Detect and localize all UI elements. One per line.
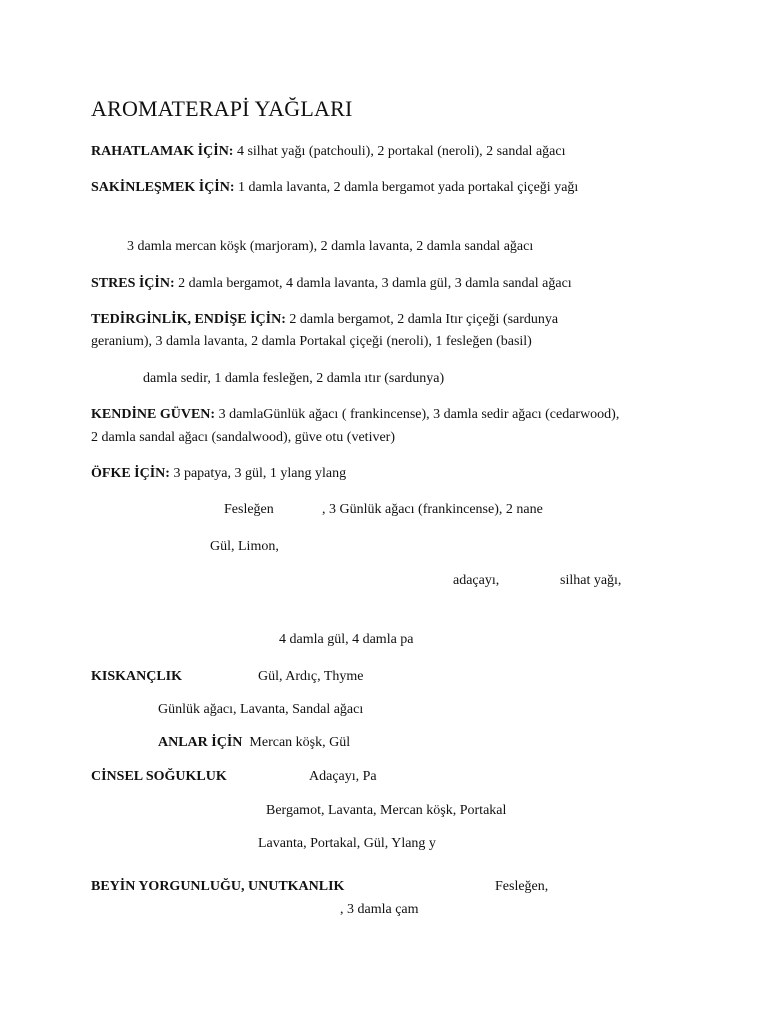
beyin-label (91, 878, 344, 896)
cinsel-text: Adaçayı, Pa (309, 769, 377, 784)
sakinlesmek-label: SAKİNLEŞMEK İÇİN: (91, 180, 235, 195)
kiskanclik-line2: Günlük ağacı, Lavanta, Sandal ağacı (158, 702, 364, 717)
cinsel-line3: Lavanta, Portakal, Gül, Ylang y (258, 836, 436, 851)
cinsel-line2: Bergamot, Lavanta, Mercan köşk, Portakal (266, 803, 507, 818)
kiskanclik-line3 (158, 734, 350, 752)
ofke-line5: 4 damla gül, 4 damla pa (279, 632, 414, 647)
sakinlesmek-line2: 3 damla mercan köşk (marjoram), 2 damla lavanta, 2 damla sandal ağacı (127, 239, 534, 254)
sakinlesmek-line (91, 179, 578, 197)
tedirginlik-line (91, 311, 558, 329)
ofke-line (91, 465, 346, 483)
kendine-text: 3 damlaGünlük ağacı ( frankincense), 3 damla sedir ağacı (cedarwood), (215, 407, 620, 422)
page-title: AROMATERAPİ YAĞLARI (91, 96, 353, 121)
sakinlesmek-text: 1 damla lavanta, 2 damla bergamot yada portakal çiçeği yağı (234, 180, 579, 195)
beyin-line2: , 3 damla çam (340, 902, 419, 917)
cinsel-label (91, 768, 227, 786)
ofke-text: 3 papatya, 3 gül, 1 ylang ylang (169, 466, 347, 481)
kendine-line (91, 406, 619, 424)
stres-text: 2 damla bergamot, 4 damla lavanta, 3 damla gül, 3 damla sandal ağacı (174, 276, 572, 291)
stres-line (91, 275, 572, 293)
kendine-line2: 2 damla sandal ağacı (sandalwood), güve otu (vetiver) (91, 430, 396, 445)
beyin-label-text: BEYİN YORGUNLUĞU, UNUTKANLIK (91, 879, 345, 894)
cinsel-label-text: CİNSEL SOĞUKLUK (91, 769, 227, 784)
ofke-line4b: silhat yağı, (560, 573, 622, 588)
tedirginlik-line2: geranium), 3 damla lavanta, 2 damla Portakal çiçeği (neroli), 1 fesleğen (basil) (91, 334, 532, 349)
ofke-line3: Gül, Limon, (210, 539, 279, 554)
tedirginlik-text: 2 damla bergamot, 2 damla Itır çiçeği (sardunya (285, 312, 559, 327)
anlar-text: Mercan köşk, Gül (249, 735, 351, 750)
rahatlamak-line (91, 143, 565, 161)
anlar-label: ANLAR İÇİN (158, 735, 243, 750)
kiskanclik-text: Gül, Ardıç, Thyme (258, 669, 364, 684)
tedirginlik-label: TEDİRGİNLİK, ENDİŞE İÇİN: (91, 312, 286, 327)
ofke-label: ÖFKE İÇİN: (91, 466, 170, 481)
beyin-text: Fesleğen, (495, 879, 549, 894)
rahatlamak-text: 4 silhat yağı (patchouli), 2 portakal (neroli), 2 sandal ağacı (233, 144, 566, 159)
ofke-line4a: adaçayı, (453, 573, 500, 588)
rahatlamak-label: RAHATLAMAK İÇİN: (91, 144, 234, 159)
ofke-line2a: Fesleğen (224, 502, 274, 517)
ofke-line2b: , 3 Günlük ağacı (frankincense), 2 nane (322, 502, 543, 517)
kiskanclik-label-text: KISKANÇLIK (91, 669, 183, 684)
tedirginlik-line3: damla sedir, 1 damla fesleğen, 2 damla ıtır (sardunya) (143, 371, 445, 386)
kiskanclik-label (91, 668, 182, 686)
kendine-label: KENDİNE GÜVEN: (91, 407, 216, 422)
stres-label: STRES İÇİN: (91, 276, 175, 291)
